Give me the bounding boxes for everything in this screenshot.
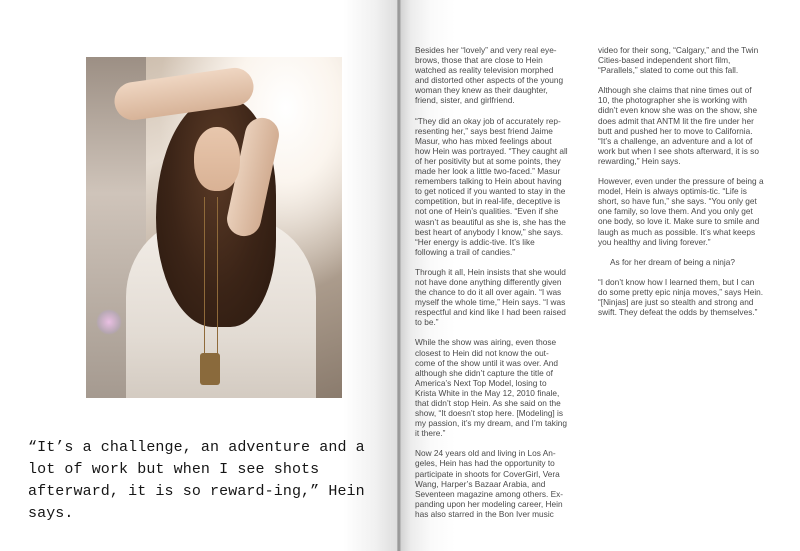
article-column-2 xyxy=(598,45,765,327)
article-paragraph: Now 24 years old and living in Los An-geles, Hein has had the opportunity to participate in shoots for CoverGirl, Vera Wang, Harper’s Bazaar Arabia, and Seventeen magazine among others. Ex-panding upon her modeling career, Hein has also starred in the Bon Iver music xyxy=(415,448,564,519)
article-paragraph: Besides her “lovely” and very real eye-brows, those that are close to Hein watched as reality television morphed and distorted other aspects of the young woman they knew as their daughter, friend, sister, and girlfriend. xyxy=(415,45,564,106)
article-paragraph: “They did an okay job of accurately rep-resenting her,” says best friend Jaime Masur, who has mixed feelings about how Hein was portrayed. “They caught all of her positivity but at some points, they made her look a little two-faced.” Masur remembers talking to Hein about having to get noticed if you wanted to stay in the competition, but in real-life, deceptive is not one of Hein’s qualities. “Even if she wasn’t as beautiful as she is, she has the best heart of anybody I know,” she says. “Her energy is addic-tive. It’s like following a trail of candies.” xyxy=(415,115,568,257)
article-paragraph: “I don’t know how I learned them, but I can do some pretty epic ninja moves,” says Hein. “[Ninjas] are just so stealth and strong and swift. They defeat the odds by themselves.” xyxy=(598,276,764,318)
photo-necklace xyxy=(204,197,218,357)
left-page xyxy=(0,0,399,551)
photo-face xyxy=(194,127,240,191)
article-paragraph: Through it all, Hein insists that she would not have done anything differently given the chance to do it all over again. “I was myself the whole time,” Hein says. “I was respectful and kind like I had been raised to be.” xyxy=(415,266,566,328)
pull-quote: “It’s a challenge, an adventure and a lot of work but when I see shots afterward, it is so reward-ing,” Hein says. xyxy=(28,439,365,522)
article-paragraph: video for their song, “Calgary,” and the Twin Cities-based independent short film, “Parallels,” slated to come out this fall. xyxy=(598,45,759,76)
article-paragraph: Although she claims that nine times out of 10, the photographer she is working with didn’t even know she was on the show, she does admit that ANTM lit the fire under her butt and pushed her to move to California. “It’s a challenge, an adventure and a lot of work but when I see shots afterward, it is so rewarding,” Hein says. xyxy=(598,85,759,166)
article-paragraph: However, even under the pressure of being a model, Hein is always optimis-tic. “Life is short, so have fun,” she says. “You only get one family, so love them. And you only get one body, so love it. Make sure to smile and laugh as much as possible. It’s what keeps you healthy and living forever.” xyxy=(598,176,764,247)
photo-pendant xyxy=(200,353,220,385)
model-portrait-photo xyxy=(86,57,342,398)
article-paragraph: While the show was airing, even those closest to Hein did not know the out-come of the show until it was over. And although she didn’t capture the title of America’s Next Top Model, losing to Krista White in the May 12, 2010 finale, that didn’t stop Hein. As she said on the show, “It doesn’t stop here. [Modeling] is my passion, it’s my dream, and I’m taking it there.” xyxy=(415,337,568,439)
page-gutter xyxy=(397,0,401,551)
lens-flare xyxy=(96,309,122,335)
article-column-1 xyxy=(415,45,569,529)
article-paragraph: As for her dream of being a ninja? xyxy=(610,256,735,267)
